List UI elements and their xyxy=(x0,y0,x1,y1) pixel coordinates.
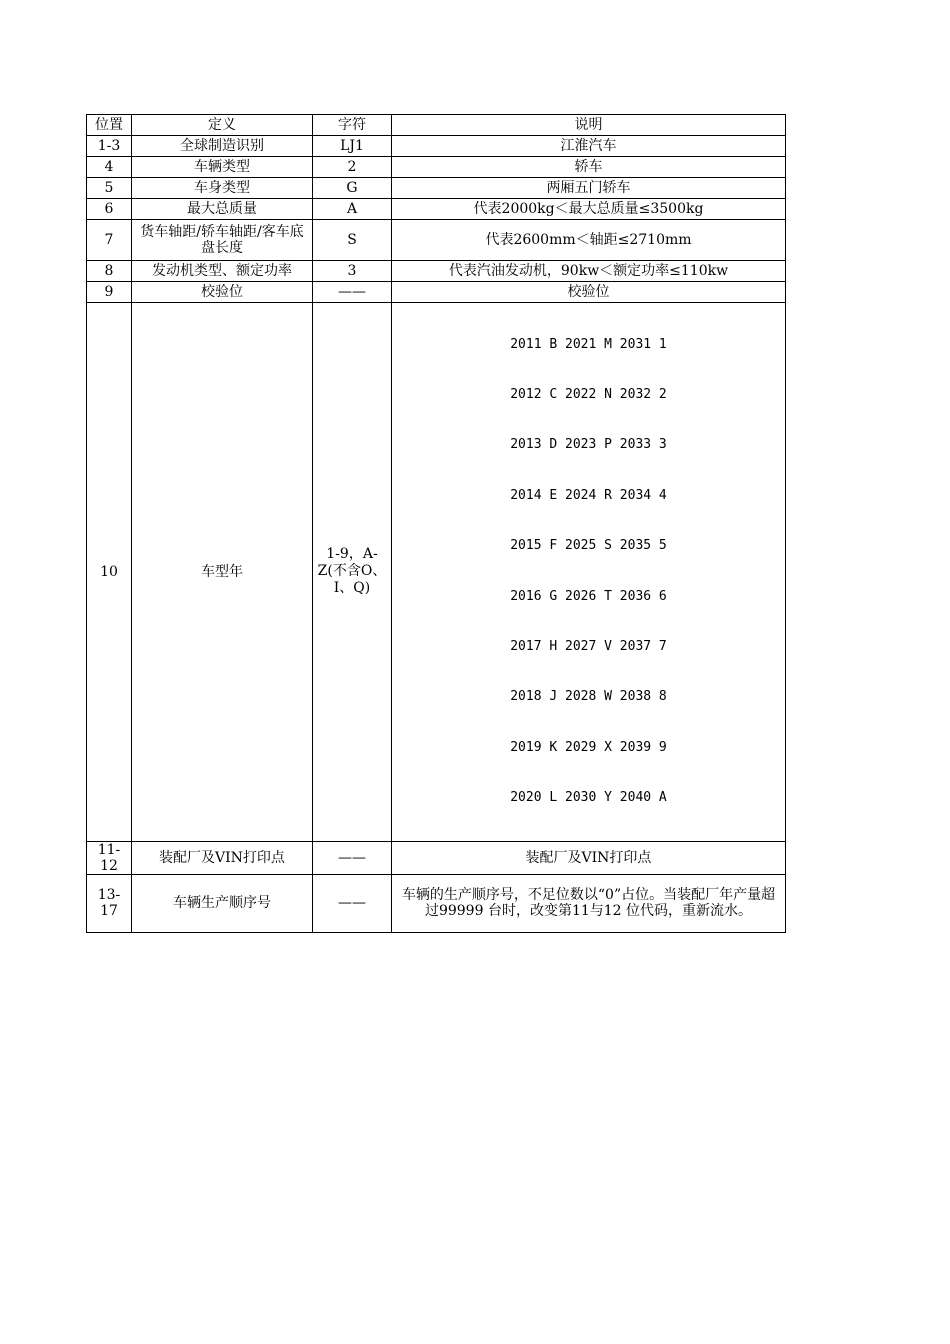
table-row xyxy=(87,220,786,261)
header-description: 说明 xyxy=(392,115,786,136)
cell-description: 代表汽油发动机，90kw＜额定功率≤110kw xyxy=(392,261,786,282)
table-row xyxy=(87,261,786,282)
cell-character: A xyxy=(313,199,392,220)
cell-character: LJ1 xyxy=(313,136,392,157)
cell-position: 10 xyxy=(87,303,132,842)
year-code-line: 2017 H 2027 V 2037 7 xyxy=(510,638,667,654)
cell-definition: 装配厂及VIN打印点 xyxy=(132,841,313,874)
table-header-row xyxy=(87,115,786,136)
table-row xyxy=(87,199,786,220)
cell-character: 2 xyxy=(313,157,392,178)
cell-position: 13-17 xyxy=(87,874,132,932)
table-row xyxy=(87,136,786,157)
cell-position: 11-12 xyxy=(87,841,132,874)
cell-position: 1-3 xyxy=(87,136,132,157)
table-row-model-year xyxy=(87,303,786,842)
cell-character: G xyxy=(313,178,392,199)
cell-description: 代表2600mm＜轴距≤2710mm xyxy=(392,220,786,261)
cell-definition: 货车轴距/轿车轴距/客车底盘长度 xyxy=(132,220,313,261)
year-code-line: 2013 D 2023 P 2033 3 xyxy=(510,437,667,453)
year-code-line: 2016 G 2026 T 2036 6 xyxy=(510,588,667,604)
cell-character: —— xyxy=(313,282,392,303)
cell-definition: 车型年 xyxy=(132,303,313,842)
cell-position: 6 xyxy=(87,199,132,220)
cell-position: 7 xyxy=(87,220,132,261)
header-definition: 定义 xyxy=(132,115,313,136)
cell-definition: 校验位 xyxy=(132,282,313,303)
cell-character: —— xyxy=(313,874,392,932)
cell-definition: 发动机类型、额定功率 xyxy=(132,261,313,282)
header-character: 字符 xyxy=(313,115,392,136)
cell-description: 校验位 xyxy=(392,282,786,303)
cell-position: 9 xyxy=(87,282,132,303)
year-code-line: 2015 F 2025 S 2035 5 xyxy=(510,538,667,554)
model-year-charset: 1-9，A-Z(不含O、I、Q) xyxy=(317,546,387,597)
cell-character xyxy=(313,303,392,842)
cell-position: 8 xyxy=(87,261,132,282)
cell-description: 江淮汽车 xyxy=(392,136,786,157)
cell-description: 轿车 xyxy=(392,157,786,178)
table-row xyxy=(87,157,786,178)
cell-character: 3 xyxy=(313,261,392,282)
year-code-line: 2012 C 2022 N 2032 2 xyxy=(510,386,667,402)
table-row xyxy=(87,178,786,199)
year-code-line: 2018 J 2028 W 2038 8 xyxy=(510,689,667,705)
cell-definition: 车身类型 xyxy=(132,178,313,199)
vin-code-table xyxy=(86,114,786,933)
table-row xyxy=(87,874,786,932)
cell-character: S xyxy=(313,220,392,261)
cell-description: 代表2000kg＜最大总质量≤3500kg xyxy=(392,199,786,220)
year-code-line: 2019 K 2029 X 2039 9 xyxy=(510,739,667,755)
table-row xyxy=(87,841,786,874)
cell-position: 5 xyxy=(87,178,132,199)
cell-definition: 车辆类型 xyxy=(132,157,313,178)
cell-character: —— xyxy=(313,841,392,874)
cell-position: 4 xyxy=(87,157,132,178)
table-row xyxy=(87,282,786,303)
cell-description: 两厢五门轿车 xyxy=(392,178,786,199)
year-code-line: 2014 E 2024 R 2034 4 xyxy=(510,487,667,503)
cell-description-year-codes xyxy=(392,303,786,842)
cell-definition: 车辆生产顺序号 xyxy=(132,874,313,932)
cell-description: 装配厂及VIN打印点 xyxy=(392,841,786,874)
cell-definition: 最大总质量 xyxy=(132,199,313,220)
year-code-list xyxy=(395,303,782,841)
cell-description: 车辆的生产顺序号，不足位数以“0”占位。当装配厂年产量超过99999 台时，改变第11与12 位代码，重新流水。 xyxy=(392,874,786,932)
header-position: 位置 xyxy=(87,115,132,136)
year-code-line: 2011 B 2021 M 2031 1 xyxy=(510,336,667,352)
year-code-line: 2020 L 2030 Y 2040 A xyxy=(510,790,667,806)
cell-definition: 全球制造识别 xyxy=(132,136,313,157)
